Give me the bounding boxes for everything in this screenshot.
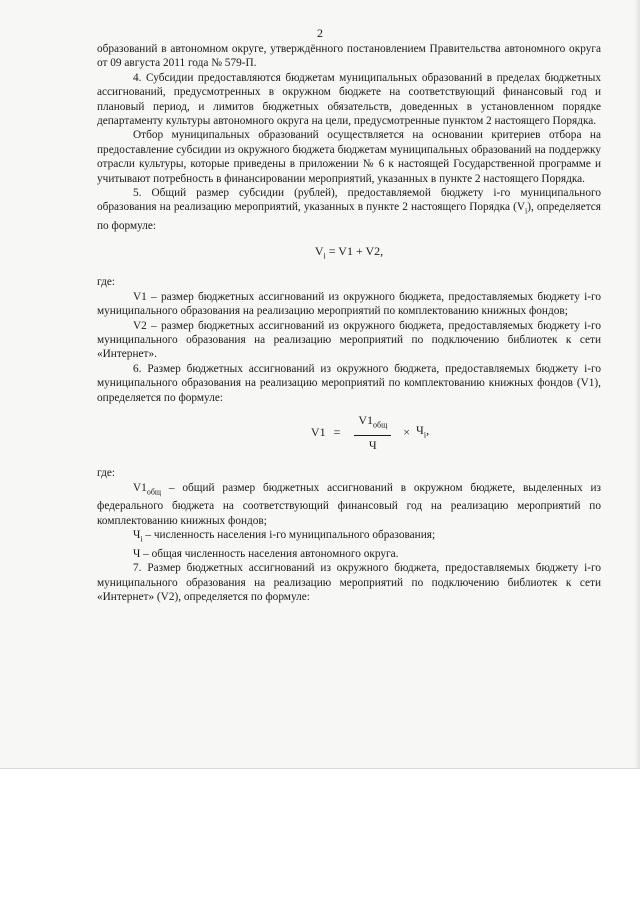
document-body: [97, 42, 601, 604]
definition-v1-total: [97, 481, 601, 528]
formula-2-lhs: V1: [310, 425, 326, 440]
formula-2-factor-symbol: Ч: [416, 422, 424, 437]
paragraph-intro: образований в автономном округе, утверждённого постановлением Правительства автономного округа от 09 августа 2011 года № 579-П.: [97, 43, 601, 70]
formula-total-subsidy: [97, 244, 601, 264]
formula-2-numerator-sub: общ: [373, 420, 388, 430]
formula-2-times: ×: [403, 425, 411, 440]
paragraph-7: 7. Размер бюджетных ассигнований из окружного бюджета, предоставляемых бюджету i-го муниципального образования на реализацию мероприятий по подключению библиотек к сети «Интернет» (V2), определяется по формуле:: [97, 562, 601, 603]
paragraph-4: 4. Субсидии предоставляются бюджетам муниципальных образований в пределах бюджетных ассигнований, предусмотренных в окружном бюджете на соответствующий финансовый год и плановый период, и лимитов бюджетных обязательств, доведенных в установленном порядке департаменту культуры автономного округа на цели, предусмотренные пунктом 2 настоящего Порядка.: [97, 71, 601, 128]
formula-2-numerator-symbol: V1: [358, 412, 374, 427]
formula-2-fraction: [354, 413, 391, 452]
paragraph-5-subscript: i: [524, 206, 528, 216]
formula-book-funds: [139, 413, 601, 452]
where-label-1: где:: [97, 276, 115, 289]
definition-v1-total-sub: общ: [146, 486, 162, 496]
definition-v2: V2 – размер бюджетных ассигнований из окружного бюджета, предоставляемых бюджету i-го муниципального образования на реализацию мероприятий по подключению библиотек к сети «Интернет».: [97, 319, 601, 361]
formula-2-numerator: [354, 413, 391, 436]
paragraph-5-text-after: ), определяется по формуле:: [97, 201, 601, 233]
definition-ch-i: [97, 528, 601, 547]
formula-1-lhs: V: [314, 243, 324, 258]
sheet-edge: [634, 0, 640, 768]
definition-ch-i-text: – численность населения i-го муниципального образования;: [142, 529, 436, 542]
formula-2-equals: =: [333, 425, 341, 440]
formula-2-factor-sub: i: [423, 430, 427, 440]
paragraph-selection: Отбор муниципальных образований осуществляется на основании критериев отбора на предоставление субсидии из окружного бюджета бюджетам муниципальных образований на поддержку отрасли культуры, которые приведены в приложении № 6 к настоящей Государственной программе и учитывают потребность в финансировании мероприятий, указанных в пункте 2 настоящего Порядка.: [97, 129, 601, 185]
definition-v1-total-text: – общий размер бюджетных ассигнований в окружном бюджете, выделенных из федерального бюджета на соответствующий финансовый год на реализацию мероприятий по комплектованию книжных фондов;: [97, 481, 601, 527]
definition-ch-i-sub: i: [140, 534, 143, 544]
definition-ch: Ч – общая численность населения автономного округа.: [133, 547, 399, 560]
paragraph-6: 6. Размер бюджетных ассигнований из окружного бюджета, предоставляемых бюджету i-го муниципального образования на реализацию мероприятий по комплектованию книжных фондов (V1), определяется по формуле:: [97, 362, 601, 404]
definition-v1: V1 – размер бюджетных ассигнований из окружного бюджета, предоставляемых бюджету i-го муниципального образования на реализацию мероприятий по комплектованию книжных фондов;: [97, 290, 601, 318]
definition-v1-total-symbol: V1: [133, 481, 147, 494]
paragraph-5: [97, 186, 601, 233]
formula-2-tail: ,: [426, 422, 430, 437]
where-label-2: где:: [97, 467, 115, 480]
formula-2-denominator: Ч: [368, 437, 377, 452]
page-number: 2: [317, 26, 323, 40]
definition-ch-i-symbol: Ч: [133, 529, 141, 542]
formula-1-rhs: = V1 + V2,: [325, 243, 384, 258]
paragraph-5-text-before: 5. Общий размер субсидии (рублей), предоставляемой бюджету i-го муниципального образования на реализацию мероприятий, указанных в пункте 2 настоящего Порядка (V: [97, 187, 601, 214]
formula-1-lhs-sub: i: [323, 250, 326, 260]
formula-2-factor: [416, 423, 429, 443]
